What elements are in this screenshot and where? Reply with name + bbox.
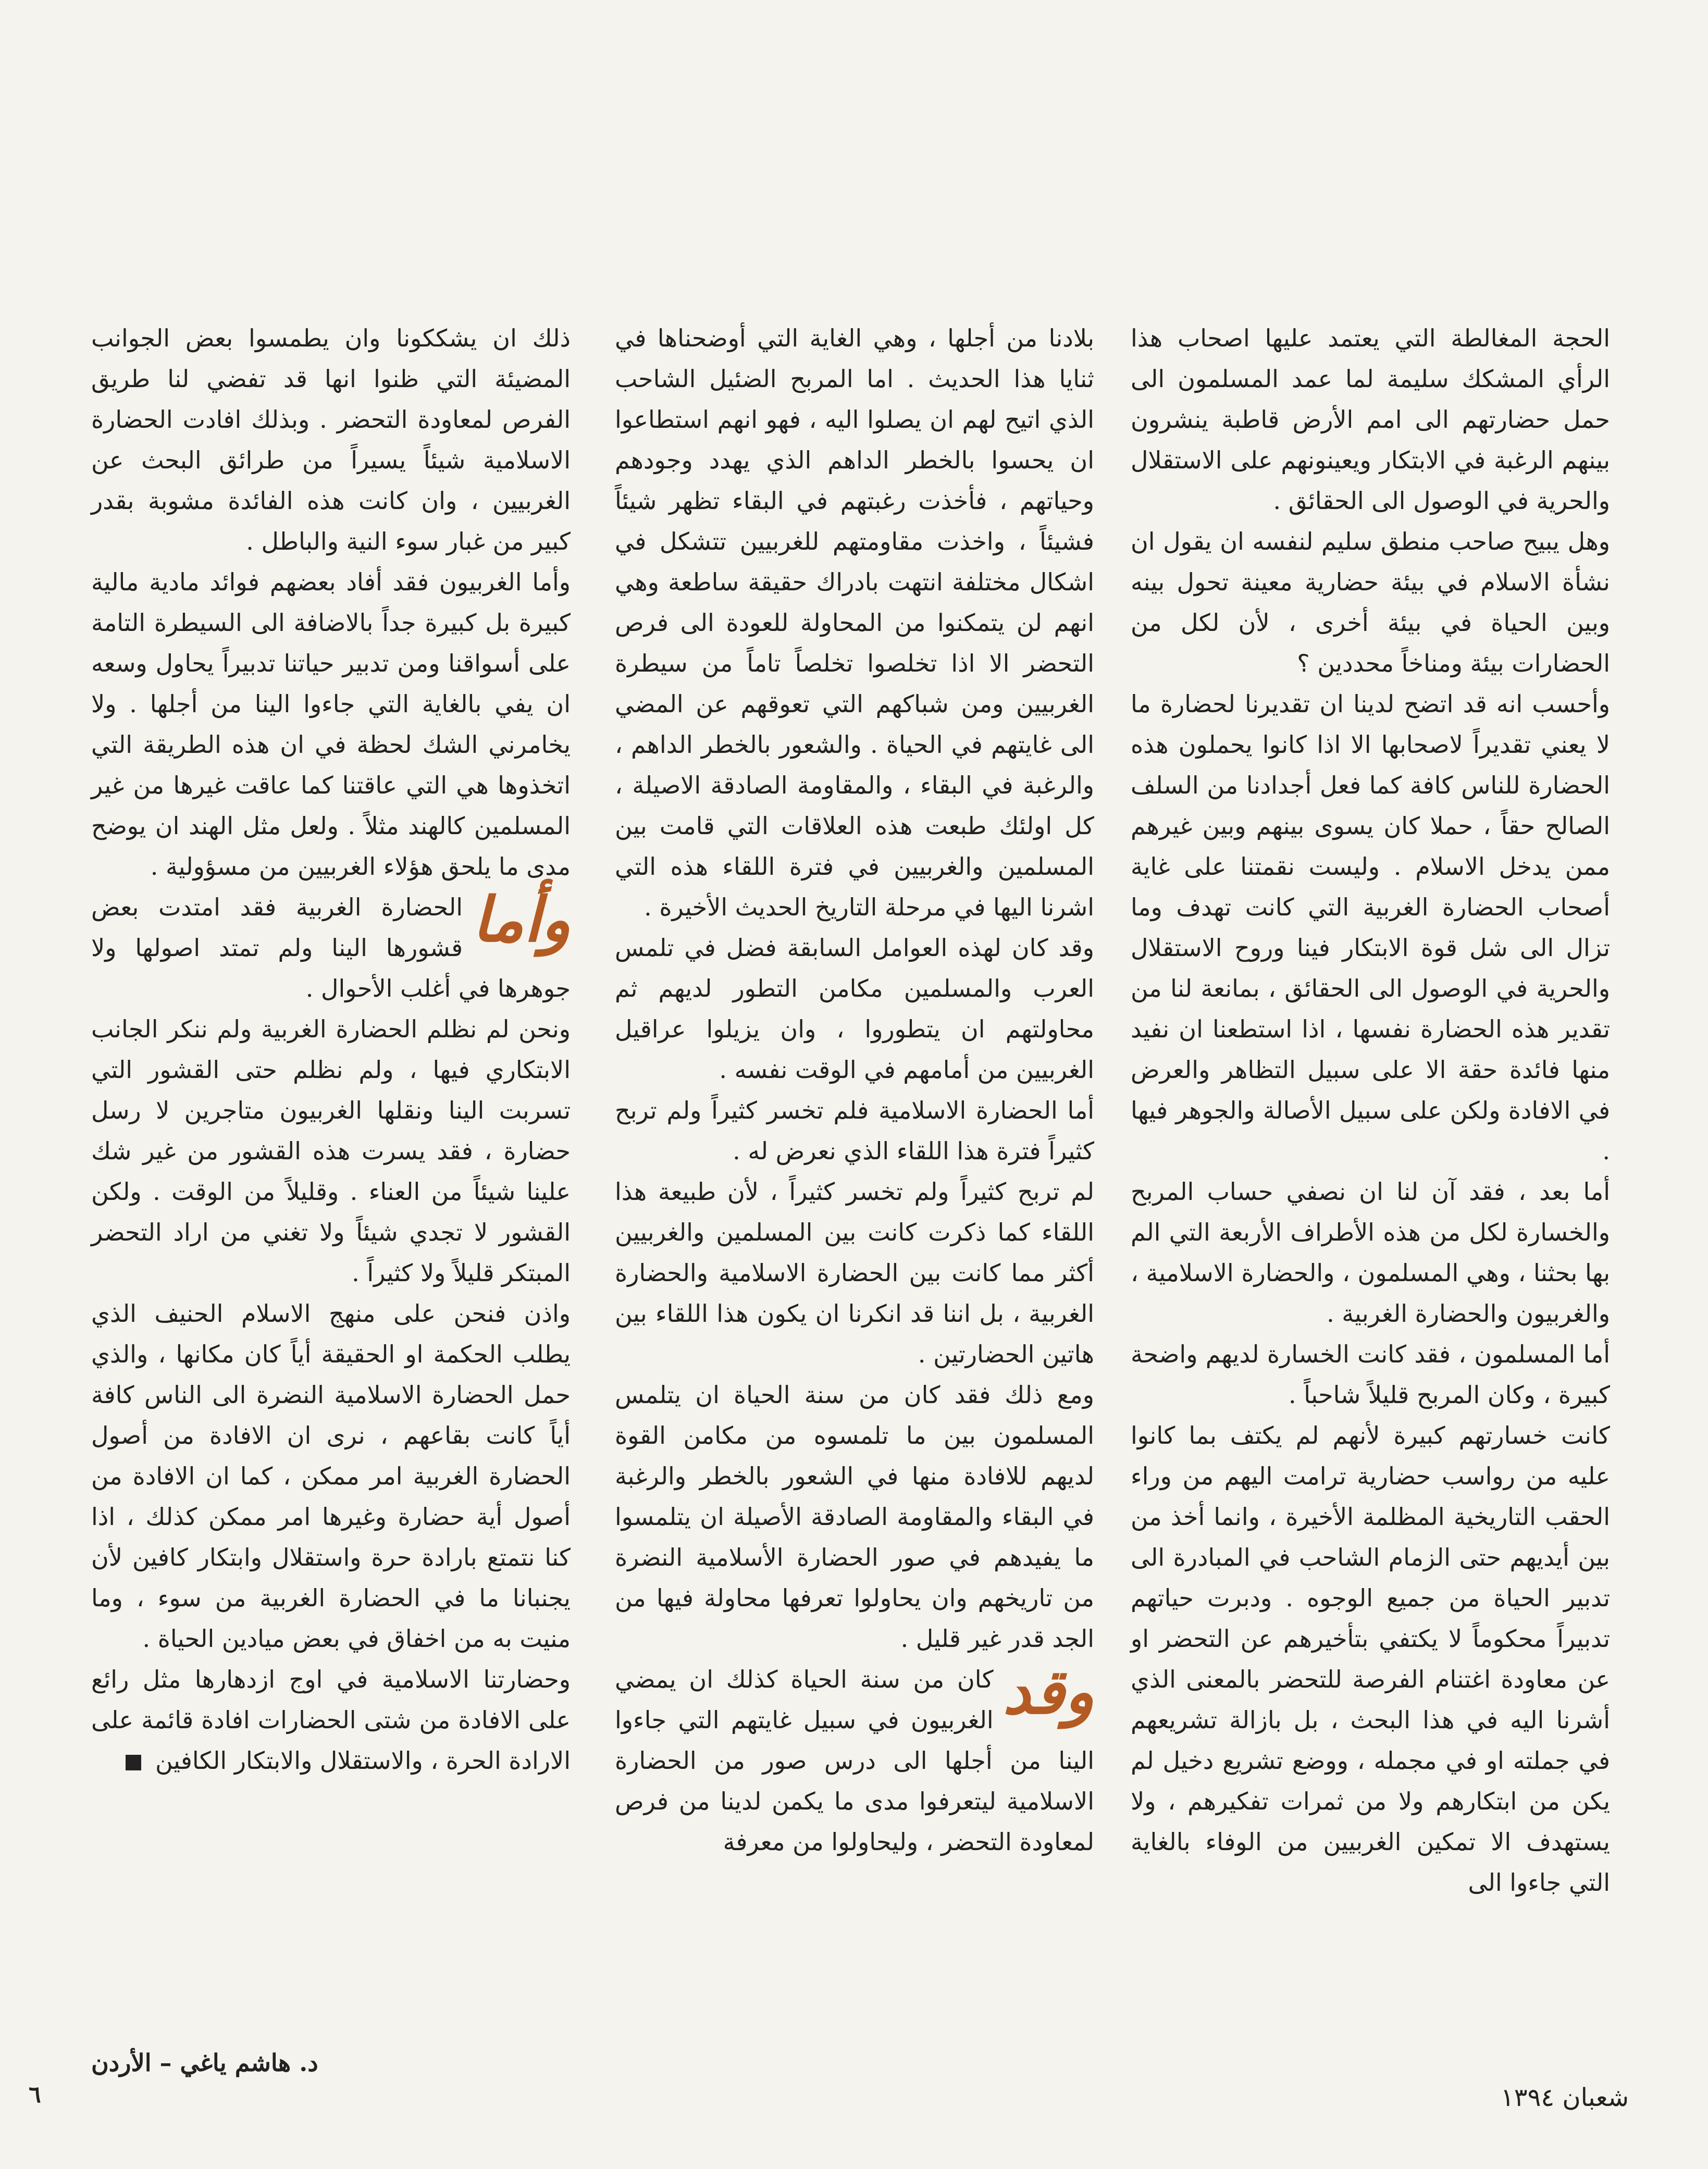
paragraph: وأما الغربيون فقد أفاد بعضهم فوائد مادية مالية كبيرة بل كبيرة جداً بالاضافة الى السيطرة التامة على أسواقنا ومن تدبير حياتنا تدبيراً يحاول وسعه ان يفي بالغاية التي جاءوا الينا من أجلها . ولا يخامرني الشك لحظة في ان هذه الطريقة التي اتخذوها هي التي عاقتنا كما عاقت غيرها من غير المسلمين كالهند مثلاً . ولعل مثل الهند ان يوضح مدى ما يلحق هؤلاء الغربيين من مسؤولية . [91, 568, 571, 881]
article-column-left [91, 318, 571, 1781]
dropcap-paragraph-text: الحضارة الغربية فقد امتدت بعض قشورها الينا ولم تمتد اصولها ولا جوهرها في أغلب الأحوال . [91, 893, 571, 1002]
article-column-middle [615, 318, 1094, 1862]
closing-paragraph-text: وحضارتنا الاسلامية في اوج ازدهارها مثل رائع على الافادة من شتى الحضارات افادة قائمة على الارادة الحرة ، والاستقلال والابتكار الكافين [91, 1665, 571, 1775]
dropcap-paragraph [91, 883, 571, 1009]
end-of-article-mark [126, 1755, 141, 1770]
author-byline: د. هاشم ياغي – الأردن [91, 2049, 318, 2077]
paragraph: الحجة المغالطة التي يعتمد عليها اصحاب هذا الرأي المشكك سليمة لما عمد المسلمون الى حمل حضارتهم الى امم الأرض قاطبة ينشرون بينهم الرغبة في الابتكار ويعينونهم على الاستقلال والحرية في الوصول الى الحقائق . [1131, 324, 1610, 515]
dropcap-paragraph-text: كان من سنة الحياة كذلك ان يمضي الغربيون في سبيل غايتهم التي جاءوا الينا من أجلها الى درس صور من الحضارة الاسلامية ليتعرفوا مدى ما يكمن لدينا من فرص لمعاودة التحضر ، وليحاولوا من معرفة [615, 1665, 1094, 1856]
paragraph: ومع ذلك فقد كان من سنة الحياة ان يتلمس المسلمون بين ما تلمسوه من مكامن القوة لديهم للافادة منها في الشعور بالخطر والرغبة في البقاء والمقاومة الصادقة الأصيلة ان يتلمسوا ما يفيدهم في صور الحضارة الأسلامية النضرة من تاريخهم وان يحاولوا تعرفها محاولة فيها من الجد قدر غير قليل . [615, 1381, 1094, 1653]
paragraph: أما الحضارة الاسلامية فلم تخسر كثيراً ولم تربح كثيراً فترة هذا اللقاء الذي نعرض له . [615, 1096, 1094, 1165]
dropcap-wa-qad: وقد [1002, 1655, 1094, 1728]
paragraph: واذن فنحن على منهج الاسلام الحنيف الذي يطلب الحكمة او الحقيقة أياً كان مكانها ، والذي حمل الحضارة الاسلامية النضرة الى الناس كافة أياً كانت بقاعهم ، نرى ان الافادة من أصول الحضارة الغربية امر ممكن ، كما ان الافادة من أصول أية حضارة وغيرها امر ممكن كذلك ، اذا كنا نتمتع بارادة حرة واستقلال وابتكار كافين لأن يجنبانا ما في الحضارة الغربية من سوء ، وما منيت به من اخفاق في بعض ميادين الحياة . [91, 1299, 571, 1653]
issue-date: شعبان ١٣٩٤ [1501, 2083, 1629, 2112]
paragraph [91, 1659, 571, 1781]
page-number: ٦ [29, 2081, 41, 2108]
paragraph: وقد كان لهذه العوامل السابقة فضل في تلمس العرب والمسلمين مكامن التطور لديهم ثم محاولتهم ان يتطوروا ، وان يزيلوا عراقيل الغربيين من أمامهم في الوقت نفسه . [615, 934, 1094, 1084]
dropcap-paragraph [615, 1655, 1094, 1862]
paragraph: أما بعد ، فقد آن لنا ان نصفي حساب المربح والخسارة لكل من هذه الأطراف الأربعة التي الم بها بحثنا ، وهي المسلمون ، والحضارة الاسلامية ، والغربيون والحضارة الغربية . [1131, 1178, 1610, 1328]
paragraph: وهل يبيح صاحب منطق سليم لنفسه ان يقول ان نشأة الاسلام في بيئة حضارية معينة تحول بينه وبين الحياة في بيئة أخرى ، لأن لكل من الحضارات بيئة ومناخاً محددين ؟ [1131, 527, 1610, 677]
article-column-right [1131, 318, 1610, 1903]
paragraph: كانت خسارتهم كبيرة لأنهم لم يكتف بما كانوا عليه من رواسب حضارية ترامت اليهم من وراء الحقب التاريخية المظلمة الأخيرة ، وانما أخذ من بين أيديهم حتى الزمام الشاحب في المبادرة الى تدبير الحياة من جميع الوجوه . ودبرت حياتهم تدبيراً محكوماً لا يكتفي بتأخيرهم عن التحضر او عن معاودة اغتنام الفرصة للتحضر بالمعنى الذي أشرنا اليه في هذا البحث ، بل بازالة تشريعهم في جملته او في مجمله ، ووضع تشريع دخيل لم يكن من ابتكارهم ولا من ثمرات تفكيرهم ، ولا يستهدف الا تمكين الغربيين من الوفاء بالغاية التي جاءوا الى [1131, 1421, 1610, 1897]
paragraph: أما المسلمون ، فقد كانت الخسارة لديهم واضحة كبيرة ، وكان المربح قليلاً شاحباً . [1131, 1340, 1610, 1409]
paragraph: بلادنا من أجلها ، وهي الغاية التي أوضحناها في ثنايا هذا الحديث . اما المربح الضئيل الشاحب الذي اتيح لهم ان يصلوا اليه ، فهو انهم استطاعوا ان يحسوا بالخطر الداهم الذي يهدد وجودهم وحياتهم ، فأخذت رغبتهم في البقاء تظهر شيئاً فشيئاً ، واخذت مقاومتهم للغربيين تتشكل في اشكال مختلفة انتهت بادراك حقيقة ساطعة وهي انهم لن يتمكنوا من المحاولة للعودة الى فرص التحضر الا اذا تخلصوا تخلصاً تاماً من سيطرة الغربيين ومن شباكهم التي تعوقهم عن المضي الى غايتهم في الحياة . والشعور بالخطر الداهم ، والرغبة في البقاء ، والمقاومة الصادقة الاصيلة ، كل اولئك طبعت هذه العلاقات التي قامت بين المسلمين والغربيين في فترة اللقاء هذه التي اشرنا اليها في مرحلة التاريخ الحديث الأخيرة . [615, 324, 1095, 921]
paragraph: ذلك ان يشككونا وان يطمسوا بعض الجوانب المضيئة التي ظنوا انها قد تفضي لنا طريق الفرص لمعاودة التحضر . وبذلك افادت الحضارة الاسلامية شيئاً يسيراً من طرائق البحث عن الغربيين ، وان كانت هذه الفائدة مشوبة بقدر كبير من غبار سوء النية والباطل . [91, 324, 571, 555]
paragraph: وأحسب انه قد اتضح لدينا ان تقديرنا لحضارة ما لا يعني تقديراً لاصحابها الا اذا كانوا يحملون هذه الحضارة للناس كافة كما فعل أجدادنا من السلف الصالح حقاً ، حملا كان يسوى بينهم وبين غيرهم ممن يدخل الاسلام . وليست نقمتنا على غاية أصحاب الحضارة الغربية التي كانت تهدف وما تزال الى شل قوة الابتكار فينا وروح الاستقلال والحرية في الوصول الى الحقائق ، بمانعة لنا من تقدير هذه الحضارة نفسها ، اذا استطعنا ان نفيد منها فائدة حقة الا على سبيل التظاهر والعرض في الافادة ولكن على سبيل الأصالة والجوهر فيها . [1131, 690, 1610, 1165]
paragraph: لم تربح كثيراً ولم تخسر كثيراً ، لأن طبيعة هذا اللقاء كما ذكرت كانت بين المسلمين والغربيين أكثر مما كانت بين الحضارة الاسلامية والحضارة الغربية ، بل اننا قد انكرنا ان يكون هذا اللقاء بين هاتين الحضارتين . [615, 1178, 1094, 1368]
paragraph: ونحن لم نظلم الحضارة الغربية ولم ننكر الجانب الابتكاري فيها ، ولم نظلم حتى القشور التي تسربت الينا ونقلها الغربيون متاجرين لا رسل حضارة ، فقد يسرت هذه القشور من غير شك علينا شيئاً من العناء . وقليلاً من الوقت . ولكن القشور لا تجدي شيئاً ولا تغني من اراد التحضر المبتكر قليلاً ولا كثيراً . [91, 1015, 571, 1287]
dropcap-wa-amma: وأما [472, 883, 571, 956]
